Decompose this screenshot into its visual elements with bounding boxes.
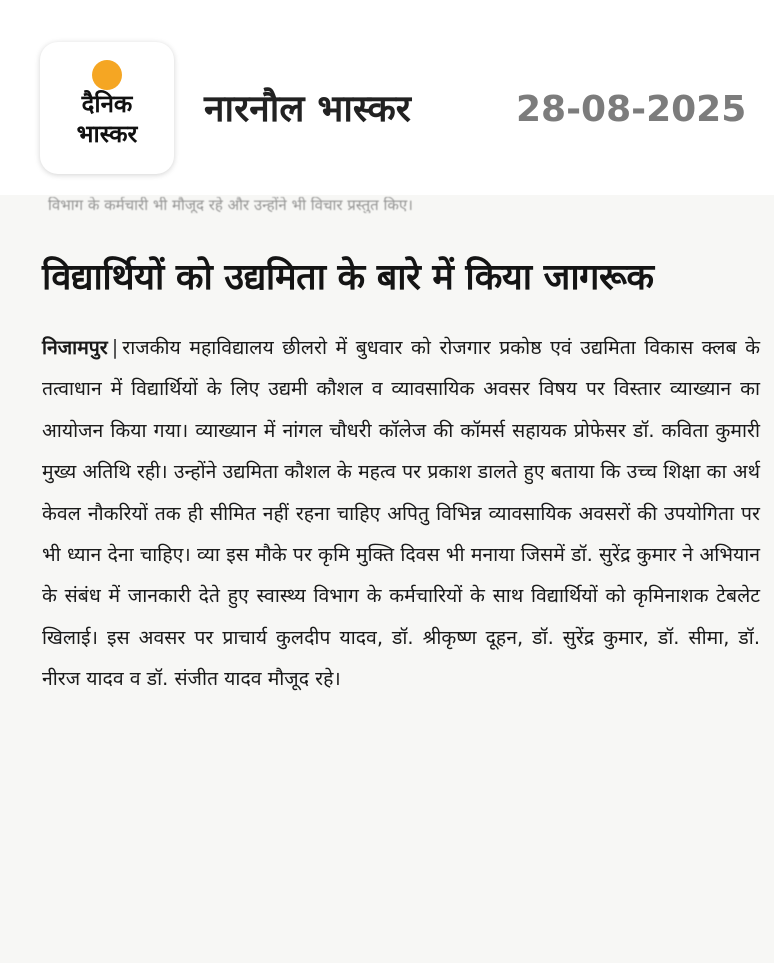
- article-body-text: राजकीय महाविद्यालय छीलरो में बुधवार को रोजगार प्रकोष्ठ एवं उद्यमिता विकास क्लब के तत्वाधान में विद्यार्थियों के लिए उद्यमी कौशल व व्यावसायिक अवसर विषय पर विस्तार व्याख्यान का आयोजन किया गया। व्याख्यान में नांगल चौधरी कॉलेज की कॉमर्स सहायक प्रोफेसर डॉ. कविता कुमारी मुख्य अतिथि रही। उन्होंने उद्यमिता कौशल के महत्व पर प्रकाश डालते हुए बताया कि उच्च शिक्षा का अर्थ केवल नौकरियों तक ही सीमित नहीं रहना चाहिए अपितु विभिन्न व्यावसायिक अवसरों की उपयोगिता पर भी ध्यान देना चाहिए। व्या इस मौके पर कृमि मुक्ति दिवस भी मनाया जिसमें डॉ. सुरेंद्र कुमार ने अभियान के संबंध में जानकारी देते हुए स्वास्थ्य विभाग के कर्मचारियों के साथ विद्यार्थियों को कृमिनाशक टेबलेट खिलाई। इस अवसर पर प्राचार्य कुलदीप यादव, डॉ. श्रीकृष्ण दूहन, डॉ. सुरेंद्र कुमार, डॉ. सीमा, डॉ. नीरज यादव व डॉ. संजीत यादव मौजूद रहे।: [42, 336, 760, 691]
- cutoff-previous-text: विभाग के कर्मचारी भी मौजूद रहे और उन्होंने भी विचार प्रस्तुत किए।: [48, 197, 413, 213]
- article-headline: विद्यार्थियों को उद्यमिता के बारे में किया जागरूक: [42, 257, 654, 298]
- edition-header: [0, 0, 774, 195]
- article-dateline: निजामपुर: [42, 336, 108, 359]
- logo-text-line-1: दैनिक: [81, 90, 133, 118]
- edition-date: 28-08-2025: [516, 89, 747, 130]
- article-body: [42, 327, 760, 700]
- logo-text-line-2: भास्कर: [76, 120, 138, 148]
- dateline-separator: |: [111, 336, 119, 359]
- news-clipping: [0, 195, 774, 963]
- sun-icon: [92, 60, 122, 90]
- edition-title: नारनौल भास्कर: [204, 87, 411, 130]
- dainik-bhaskar-logo: [40, 42, 174, 174]
